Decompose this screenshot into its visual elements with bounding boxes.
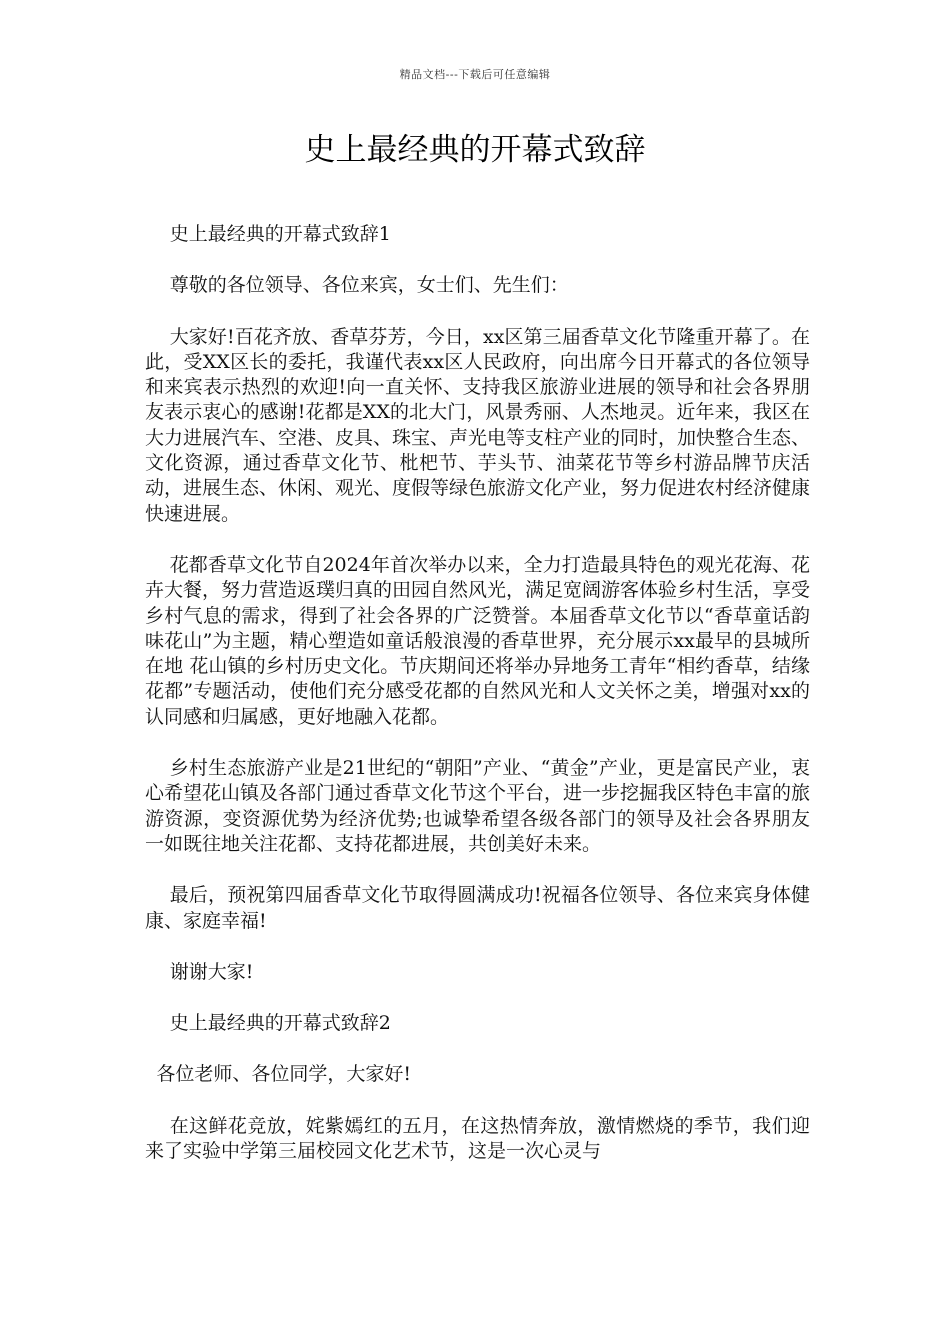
- body-paragraph: 花都香草文化节自2024年首次举办以来，全力打造最具特色的观光花海、花卉大餐，努力营造返璞归真的田园自然风光，满足宽阔游客体验乡村生活，享受乡村气息的需求，得到了社会各界的广泛赞誉。本届香草文化节以“香草童话韵味花山”为主题，精心塑造如童话般浪漫的香草世界，充分展示xx最早的县城所在地 花山镇的乡村历史文化。节庆期间还将举办异地务工青年“相约香草，结缘花都”专题活动，使他们充分感受花都的自然风光和人文关怀之美，增强对xx的认同感和归属感，更好地融入花都。: [145, 553, 811, 728]
- section-heading-1: 史上最经典的开幕式致辞1: [169, 223, 391, 245]
- body-paragraph: 乡村生态旅游产业是21世纪的“朝阳”产业、“黄金”产业，更是富民产业，衷心希望花山镇及各部门通过香草文化节这个平台，进一步挖掘我区特色丰富的旅游资源，变资源优势为经济优势;也诚挚希望各级各部门的领导及社会各界朋友一如既往地关注花都、支持花都进展，共创美好未来。: [145, 757, 811, 855]
- document-title: 史上最经典的开幕式致辞: [304, 132, 646, 168]
- body-paragraph: 最后，预祝第四届香草文化节取得圆满成功!祝福各位领导、各位来宾身体健康、家庭幸福!: [145, 884, 810, 932]
- salutation-1: 尊敬的各位领导、各位来宾，女士们、先生们：: [169, 274, 569, 297]
- body-paragraph: 大家好!百花齐放、香草芬芳，今日，xx区第三届香草文化节隆重开幕了。在此，受XX区长的委托，我谨代表xx区人民政府，向出席今日开幕式的各位领导和来宾表示热烈的欢迎!向一直关怀、支持我区旅游业进展的领导和社会各界朋友表示衷心的感谢!花都是XX的北大门，风景秀丽、人杰地灵。近年来，我区在大力进展汽车、空港、皮具、珠宝、声光电等支柱产业的同时，加快整合生态、文化资源，通过香草文化节、枇杷节、芋头节、油菜花节等乡村游品牌节庆活动，进展生态、休闲、观光、度假等绿色旅游文化产业，努力促进农村经济健康快速进展。: [145, 325, 811, 525]
- section-heading-2: 史上最经典的开幕式致辞2: [169, 1012, 391, 1035]
- header-note: 精品文档---下载后可任意编辑: [399, 68, 551, 81]
- document-body: [145, 222, 810, 1190]
- closing-thanks: 谢谢大家!: [169, 960, 254, 983]
- salutation-2: 各位老师、各位同学，大家好!: [156, 1063, 412, 1086]
- body-paragraph: 在这鲜花竞放，姹紫嫣红的五月，在这热情奔放，激情燃烧的季节，我们迎来了实验中学第三届校园文化艺术节，这是一次心灵与: [145, 1114, 810, 1163]
